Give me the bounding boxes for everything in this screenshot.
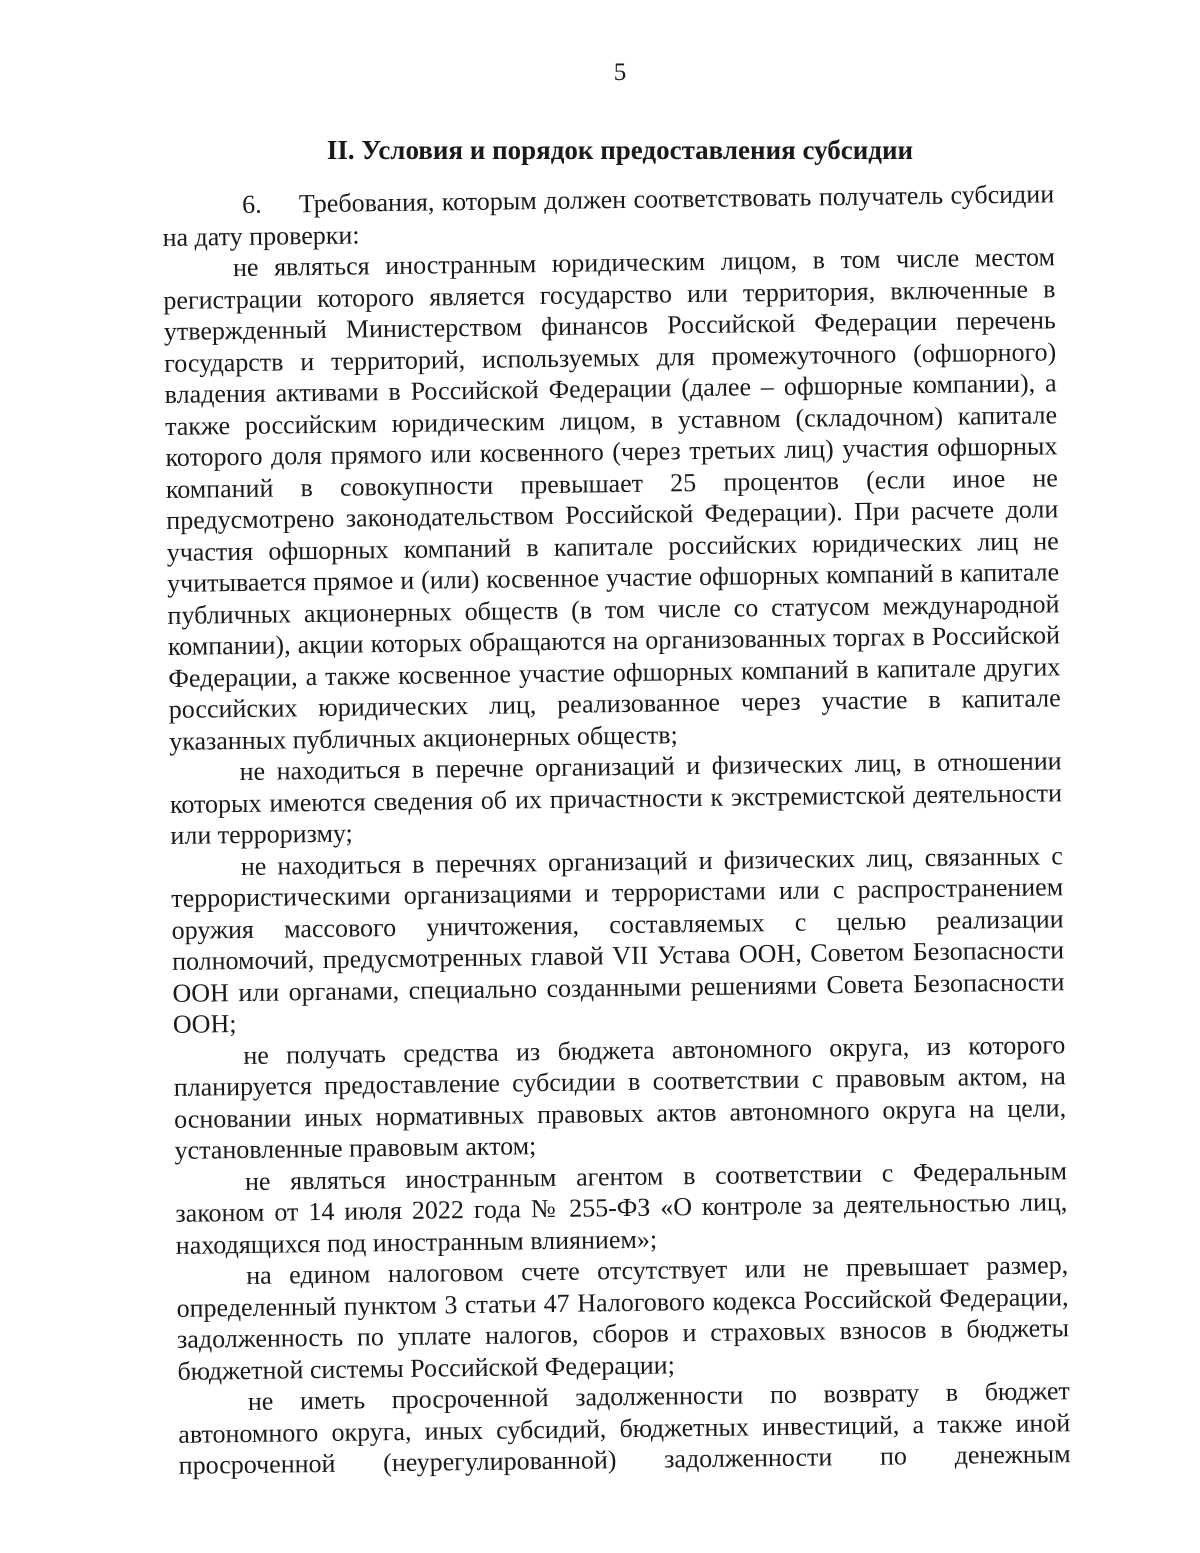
requirement-no-budget-funds: не получать средства из бюджета автономного округа, из которого планируется предоставление субсидии в соответствии с правовым актом, на основании иных нормативных правовых актов автономного округа на цели, установленные правовым актом; [173,1029,1067,1165]
page-number: 5 [613,59,627,86]
document-body [162,178,1071,1481]
requirement-tax-debt: на едином налоговом счете отсутствует или не превышает размер, определенный пунктом 3 статьи 47 Налогового кодекса Российской Федерации, задолженность по уплате налогов, сборов и страховых взносов в бюджеты бюджетной системы Российской Федерации; [176,1250,1070,1386]
section-title: II. Условия и порядок предоставления субсидии [326,135,914,165]
clause-6-intro: 6. Требования, которым должен соответствовать получатель субсидии на дату проверки: [162,179,1055,252]
requirement-terrorism-list: не находиться в перечнях организаций и физических лиц, связанных с террористическими организациями и террористами или с распространением оружия массового уничтожения, составляемых с целью реализации полномочий, предусмотренных главой VII Устава ООН, Советом Безопасности ООН или органами, специально созданными решениями Совета Безопасности ООН; [171,840,1065,1039]
requirement-offshore: не являться иностранным юридическим лицом, в том числе местом регистрации которого является государство или территория, включенные в утвержденный Министерством финансов Российской Федерации перечень государств и территорий, используемых для промежуточного (офшорного) владения активами в Российской Федерации (далее – офшорные компании), а также российским юридическим лицом, в уставном (складочном) капитале которого доля прямого или косвенного (через третьих лиц) участия офшорных компаний в совокупности превышает 25 процентов (если иное не предусмотрено законодательством Российской Федерации). При расчете доли участия офшорных компаний в капитале российских юридических лиц не учитывается прямое и (или) косвенное участие офшорных компаний в капитале публичных акционерных обществ (в том числе со статусом международной компании), акции которых обращаются на организованных торгах в Российской Федерации, а также косвенное участие офшорных компаний в капитале других российских юридических лиц, реализованное через участие в капитале указанных публичных акционерных обществ; [163,242,1061,756]
requirement-overdue-debt: не иметь просроченной задолженности по возврату в бюджет автономного округа, иных субсидий, бюджетных инвестиций, а также иной просроченной (неурегулированной) задолженности по денежным [178,1376,1071,1480]
requirement-extremism-list: не находиться в перечне организаций и физических лиц, в отношении которых имеются сведения об их причастности к экстремистской деятельности или терроризму; [169,746,1063,850]
requirement-foreign-agent: не являться иностранным агентом в соответствии с Федеральным законом от 14 июля 2022 года № 255-ФЗ «О контроле за деятельностью лиц, находящихся под иностранным влиянием»; [175,1155,1068,1260]
